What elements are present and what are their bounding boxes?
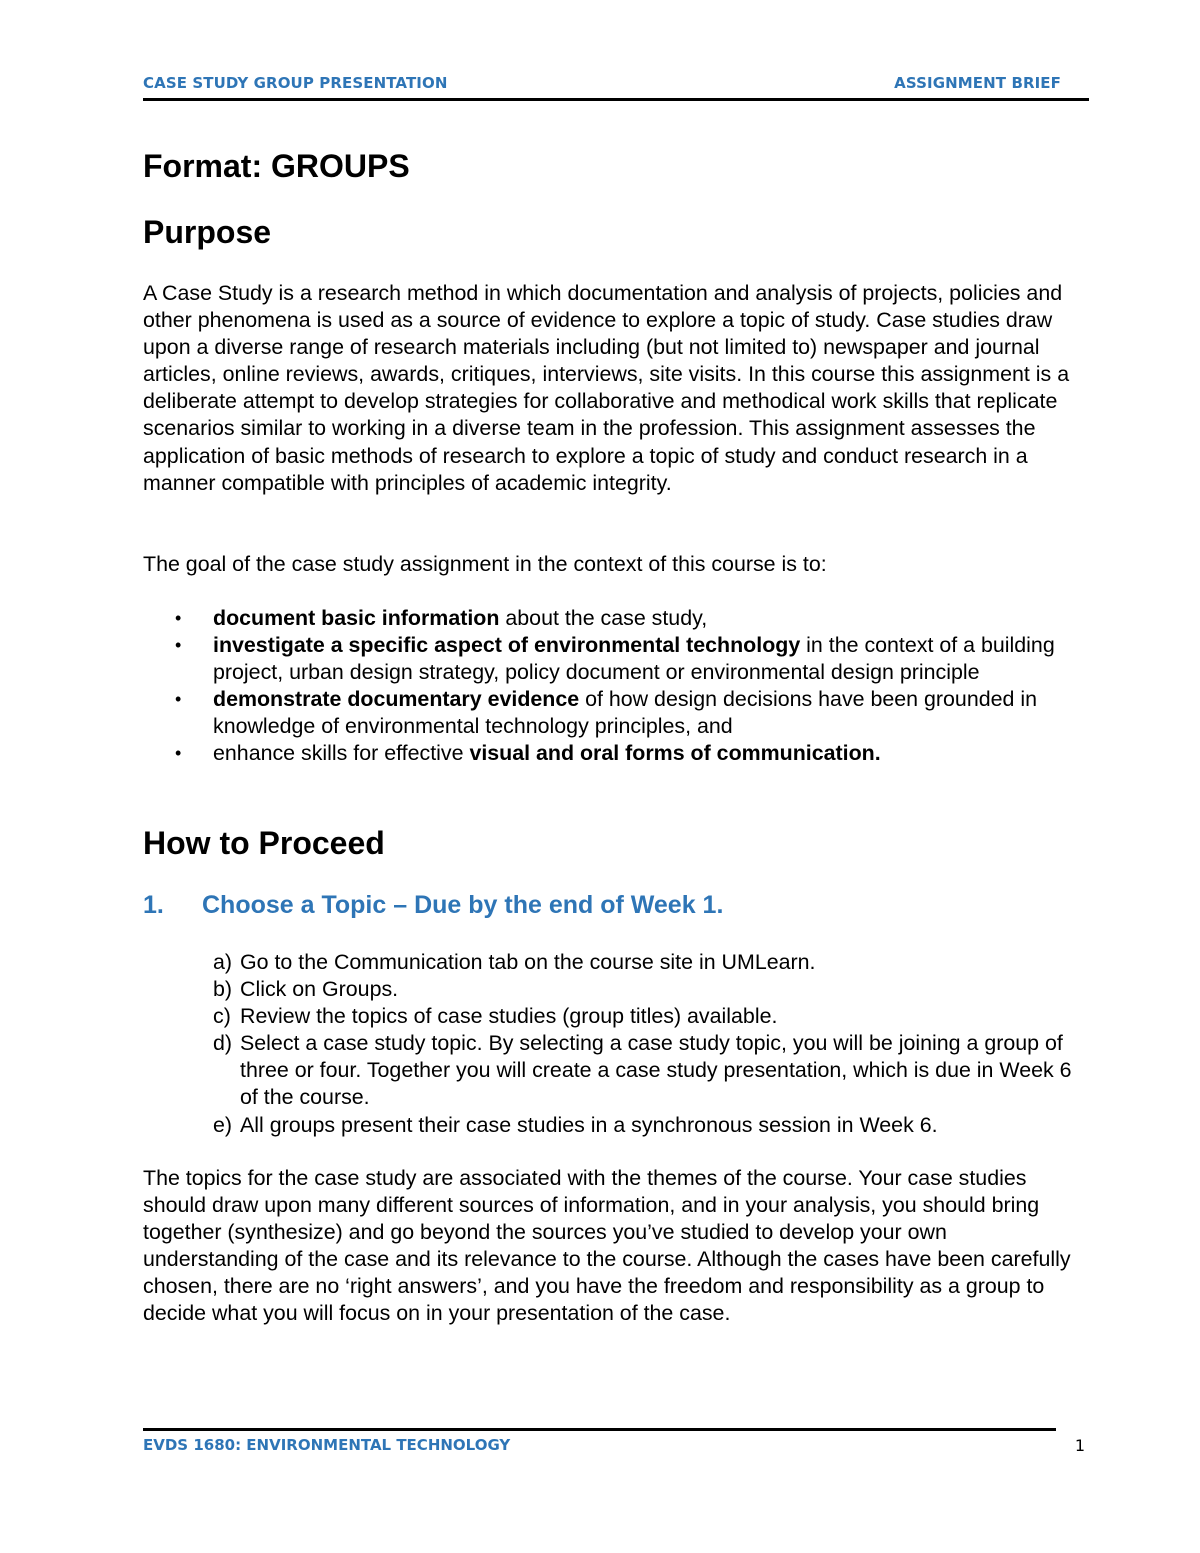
list-item xyxy=(213,976,1088,1003)
substep-text: Click on Groups. xyxy=(240,977,399,1002)
bullet-icon: • xyxy=(175,635,182,656)
step-title: Choose a Topic – Due by the end of Week 1. xyxy=(202,891,724,919)
substep-label: e) xyxy=(213,1112,233,1137)
goal-bold: demonstrate documentary evidence xyxy=(213,687,580,712)
step-number: 1. xyxy=(143,891,164,919)
header-divider xyxy=(143,98,1089,101)
bullet-icon: • xyxy=(175,689,182,710)
list-item xyxy=(143,740,1088,767)
page-number: 1 xyxy=(1074,1436,1085,1455)
substep-label: b) xyxy=(213,977,233,1002)
substep-text: Select a case study topic. By selecting a case study topic, you will be joining a group of three or four. Together you will create a case study presentation, which is due in Week 6 of the course. xyxy=(240,1031,1072,1110)
goal-pre: enhance skills for effective xyxy=(213,741,470,766)
goal-bold: visual and oral forms of communication. xyxy=(469,741,881,766)
goal-rest: in the context of a building project, urban design strategy, policy document or environmental design principle xyxy=(213,633,1055,685)
substep-text: All groups present their case studies in a synchronous session in Week 6. xyxy=(240,1112,938,1137)
substep-label: c) xyxy=(213,1004,231,1029)
footer-course-title: EVDS 1680: ENVIRONMENTAL TECHNOLOGY xyxy=(143,1436,511,1454)
list-item xyxy=(143,605,1088,632)
step-1-heading xyxy=(143,891,723,920)
substep-label: a) xyxy=(213,950,233,974)
header-right-title: ASSIGNMENT BRIEF xyxy=(894,74,1061,92)
goal-bold: investigate a specific aspect of environmental technology xyxy=(213,633,801,658)
purpose-paragraph: A Case Study is a research method in which documentation and analysis of projects, policies and other phenomena is used as a source of evidence to explore a topic of study. Case studies draw upon a diverse range of research materials including (but not limited to) newspaper and journal articles, online reviews, awards, critiques, interviews, site visits. In this course this assignment is a deliberate attempt to develop strategies for collaborative and methodical work skills that replicate scenarios similar to working in a diverse team in the profession. This assignment assesses the application of basic methods of research to explore a topic of study and conduct research in a manner compatible with principles of academic integrity. xyxy=(143,281,1070,495)
topics-paragraph: The topics for the case study are associated with the themes of the course. Your case studies should draw upon many different sources of information, and in your analysis, you should bring together (synthesize) and go beyond the sources you’ve studied to develop your own understanding of the case and its relevance to the course. Although the cases have been carefully chosen, there are no ‘right answers’, and you have the freedom and responsibility as a group to decide what you will focus on in your presentation of the case. xyxy=(143,1166,1071,1326)
how-to-proceed-heading: How to Proceed xyxy=(143,825,385,861)
format-heading: Format: GROUPS xyxy=(143,148,410,184)
list-item xyxy=(213,949,1088,976)
goals-list xyxy=(143,605,1088,768)
page-header xyxy=(143,74,1089,98)
list-item xyxy=(213,1030,1088,1111)
goal-bold: document basic information xyxy=(213,606,500,630)
goal-intro: The goal of the case study assignment in the context of this course is to: xyxy=(143,552,827,576)
header-left-title: CASE STUDY GROUP PRESENTATION xyxy=(143,74,448,92)
page-footer xyxy=(143,1436,1089,1460)
bullet-icon: • xyxy=(175,743,182,764)
goal-rest: about the case study, xyxy=(499,606,708,630)
substeps-list xyxy=(213,949,1088,1139)
purpose-heading: Purpose xyxy=(143,214,272,250)
footer-divider xyxy=(143,1428,1056,1431)
bullet-icon: • xyxy=(175,608,182,628)
substep-label: d) xyxy=(213,1031,233,1056)
list-item xyxy=(143,632,1088,686)
substep-text: Go to the Communication tab on the course site in UMLearn. xyxy=(240,950,816,974)
substep-text: Review the topics of case studies (group titles) available. xyxy=(240,1004,778,1029)
list-item xyxy=(213,1003,1088,1030)
list-item xyxy=(213,1112,1088,1139)
list-item xyxy=(143,686,1088,740)
goal-rest: of how design decisions have been grounded in knowledge of environmental technology principles, and xyxy=(213,687,1037,739)
